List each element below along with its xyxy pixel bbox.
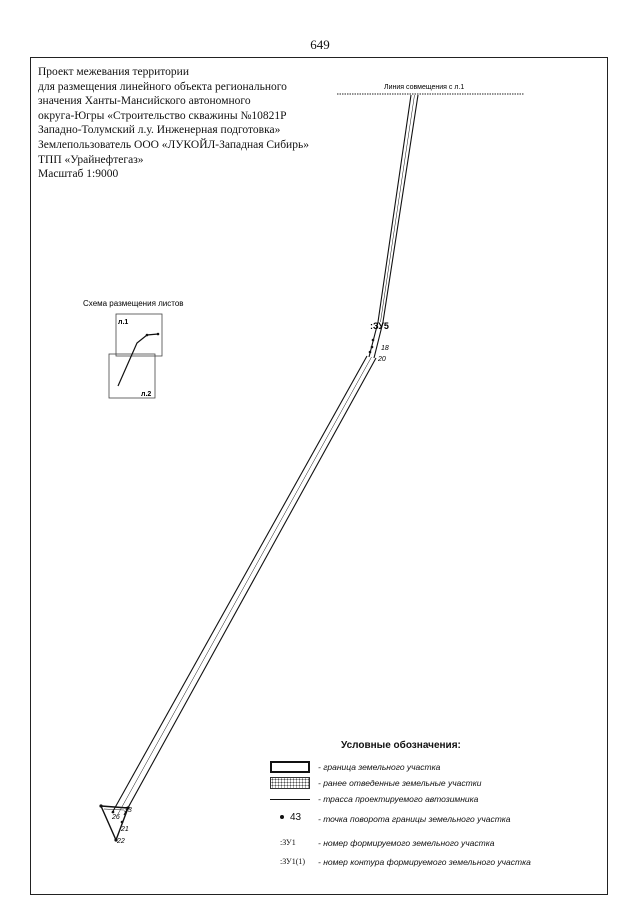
legend-item-text: - точка поворота границы земельного участка (318, 814, 511, 824)
legend-item-text: - номер формируемого земельного участка (318, 838, 495, 848)
scheme-title: Схема размещения листов (83, 299, 184, 308)
legend-item (270, 812, 610, 828)
title-line: Западно-Толумский л.у. Инженерная подготовка» (38, 124, 281, 137)
title-line: значения Ханты-Мансийского автономного (38, 95, 251, 108)
sheet-1-label: л.1 (118, 319, 129, 326)
point-dot-icon (280, 815, 284, 819)
title-line: Проект межевания территории (38, 66, 189, 78)
legend-symbol-text: 43 (290, 812, 302, 823)
map-scale: Масштаб 1:9000 (38, 168, 119, 181)
point-label: 26 (112, 814, 120, 821)
legend-item-text: - трасса проектируемого автозимника (318, 794, 479, 804)
legend-boundary-symbol (270, 761, 310, 773)
legend-item (270, 792, 610, 808)
route-line (118, 357, 372, 814)
legend-symbol-text: :ЗУ1(1) (280, 857, 306, 866)
title-line: округа-Югры «Строительство скважины №10821Р (38, 109, 287, 122)
point-label: 33 (124, 807, 132, 814)
route-line (381, 95, 415, 322)
legend-symbol-text: :ЗУ1 (280, 838, 296, 847)
turning-point (99, 804, 102, 807)
turning-point (371, 346, 374, 349)
turning-point (112, 811, 115, 814)
point-label: 22 (117, 838, 125, 845)
legend-title: Условные обозначения: (341, 740, 461, 751)
point-label: 21 (121, 826, 129, 833)
turning-point (121, 821, 124, 824)
page-number: 649 (310, 37, 330, 52)
legend-item-text: - ранее отведенные земельные участки (318, 778, 482, 788)
legend-item (270, 776, 610, 792)
legend-item (270, 855, 610, 871)
title-line: ТПП «Урайнефтегаз» (38, 153, 144, 166)
parcel-boundary (101, 95, 418, 840)
match-line-label: Линия совмещения с л.1 (384, 84, 465, 91)
legend-item (270, 760, 610, 776)
sheet-layout-scheme (83, 299, 184, 398)
legend-item-text: - граница земельного участка (318, 762, 441, 772)
turning-point (372, 339, 375, 342)
parcel-number-label: :ЗУ5 (370, 321, 389, 331)
sheet-2-label: л.2 (141, 391, 152, 398)
legend-route-symbol (270, 799, 310, 800)
point-label: 20 (378, 356, 386, 363)
point-label: 18 (381, 345, 389, 352)
scheme-route (118, 334, 158, 386)
legend-item (270, 836, 610, 852)
title-line: Землепользователь ООО «ЛУКОЙЛ-Западная Сибирь» (38, 138, 309, 151)
title-line: для размещения линейного объекта регионального (38, 80, 287, 93)
legend-allocated-symbol (270, 777, 310, 789)
legend-point-symbol (270, 812, 324, 826)
legend-item-text: - номер контура формируемого земельного участка (318, 857, 531, 867)
turning-point (369, 351, 372, 354)
